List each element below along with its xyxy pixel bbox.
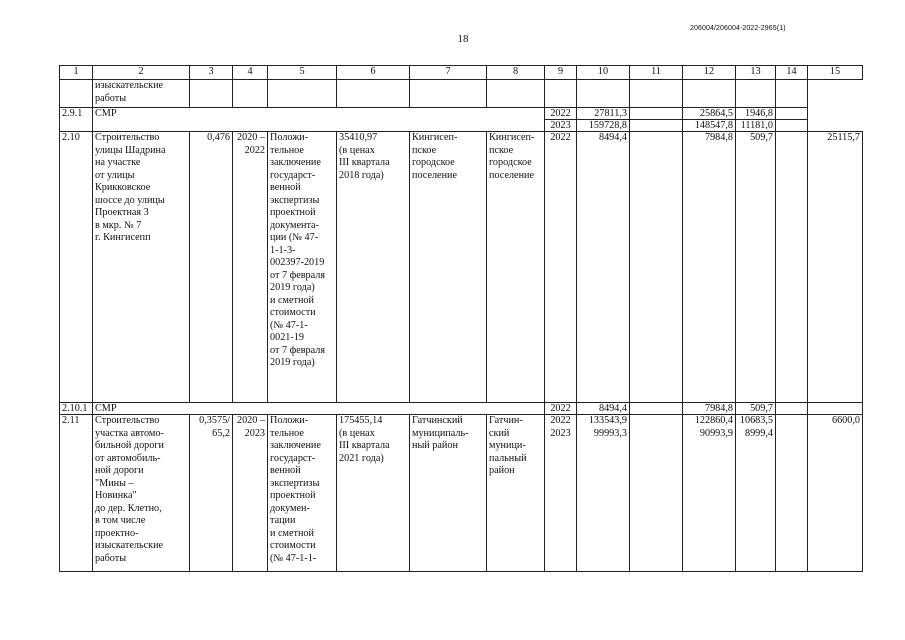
year-cell: 2023 [545, 120, 577, 132]
row-number-cell: 2.11 [60, 415, 93, 572]
owner-cell: Гатчин- ский муници- пальный район [487, 415, 545, 572]
column-number: 11 [630, 66, 683, 80]
year-cell: 2022 [545, 132, 577, 403]
customer-cell: Гатчинский муниципаль- ный район [410, 415, 487, 572]
value-cell: 1946,8 [736, 108, 776, 120]
column-number: 3 [190, 66, 233, 80]
value-cell: 10683,5 8999,4 [736, 415, 776, 572]
column-number: 2 [93, 66, 190, 80]
column-number: 13 [736, 66, 776, 80]
object-name-cell: СМР [93, 108, 545, 132]
expertise-cell: Положи- тельное заключение государст- венной экспертизы проектной документа- ции (№ 47- 1-1-3- 002397-2019 от 7 февраля 2019 года) и сметной стоимости (№ 47-1- 0021-19 от 7 февраля 2019 года) [268, 132, 337, 403]
value-cell: 25115,7 [808, 132, 863, 403]
value-cell: 509,7 [736, 403, 776, 415]
table-row [60, 132, 863, 403]
year-cell: 2022 2023 [545, 415, 577, 572]
object-name-cell: Строительство улицы Шадрина на участке от улицы Крикковское шоссе до улицы Проектная 3 в мкр. № 7 г. Кингисепп [93, 132, 190, 403]
value-cell: 133543,9 99993,3 [577, 415, 630, 572]
column-number: 9 [545, 66, 577, 80]
value-cell: 7984,8 [683, 403, 736, 415]
document-id: 206004/206004-2022-2965(1) [690, 25, 786, 32]
cost-cell: 35410,97 (в ценах III квартала 2018 года) [337, 132, 410, 403]
expertise-cell: Положи- тельное заключение государст- венной экспертизы проектной докумен- тации и сметной стоимости (№ 47-1-1- [268, 415, 337, 572]
column-number: 12 [683, 66, 736, 80]
table-row [60, 403, 863, 415]
owner-cell: Кингисеп- пское городское поселение [487, 132, 545, 403]
year-cell: 2022 [545, 403, 577, 415]
value-cell: 509,7 [736, 132, 776, 403]
row-number-cell: 2.10.1 [60, 403, 93, 415]
value-cell: 8494,4 [577, 403, 630, 415]
value-cell: 6600,0 [808, 415, 863, 572]
value-cell: 7984,8 [683, 132, 736, 403]
period-cell: 2020 – 2022 [233, 132, 268, 403]
value-cell: 25864,5 [683, 108, 736, 120]
table-row [60, 108, 863, 120]
capacity-cell: 0,476 [190, 132, 233, 403]
page-number: 18 [457, 33, 469, 45]
object-name-cell: Строительство участка автомо- бильной дороги от автомобиль- ной дороги "Мины – Новинка" до дер. Клетно, в том числе проектно- изыскательские работы [93, 415, 190, 572]
column-number: 1 [60, 66, 93, 80]
column-number: 10 [577, 66, 630, 80]
column-number: 6 [337, 66, 410, 80]
column-number: 8 [487, 66, 545, 80]
row-number-cell: 2.9.1 [60, 108, 93, 132]
value-cell: 159728,8 [577, 120, 630, 132]
cost-cell: 175455,14 (в ценах III квартала 2021 года) [337, 415, 410, 572]
column-number: 7 [410, 66, 487, 80]
investment-table [59, 65, 863, 572]
column-number-row [60, 66, 863, 80]
customer-cell: Кингисеп- пское городское поселение [410, 132, 487, 403]
column-number: 4 [233, 66, 268, 80]
value-cell: 11181,0 [736, 120, 776, 132]
object-name-cell: СМР [93, 403, 545, 415]
year-cell: 2022 [545, 108, 577, 120]
value-cell: 8494,4 [577, 132, 630, 403]
value-cell: 122860,4 90993,9 [683, 415, 736, 572]
table-row [60, 415, 863, 572]
column-number: 14 [776, 66, 808, 80]
row-number-cell: 2.10 [60, 132, 93, 403]
period-cell: 2020 – 2023 [233, 415, 268, 572]
table-row [60, 80, 863, 108]
column-number: 15 [808, 66, 863, 80]
column-number: 5 [268, 66, 337, 80]
capacity-cell: 0,3575/ 65,2 [190, 415, 233, 572]
object-name-cell: изыскательские работы [93, 80, 190, 108]
value-cell: 27811,3 [577, 108, 630, 120]
value-cell: 148547,8 [683, 120, 736, 132]
